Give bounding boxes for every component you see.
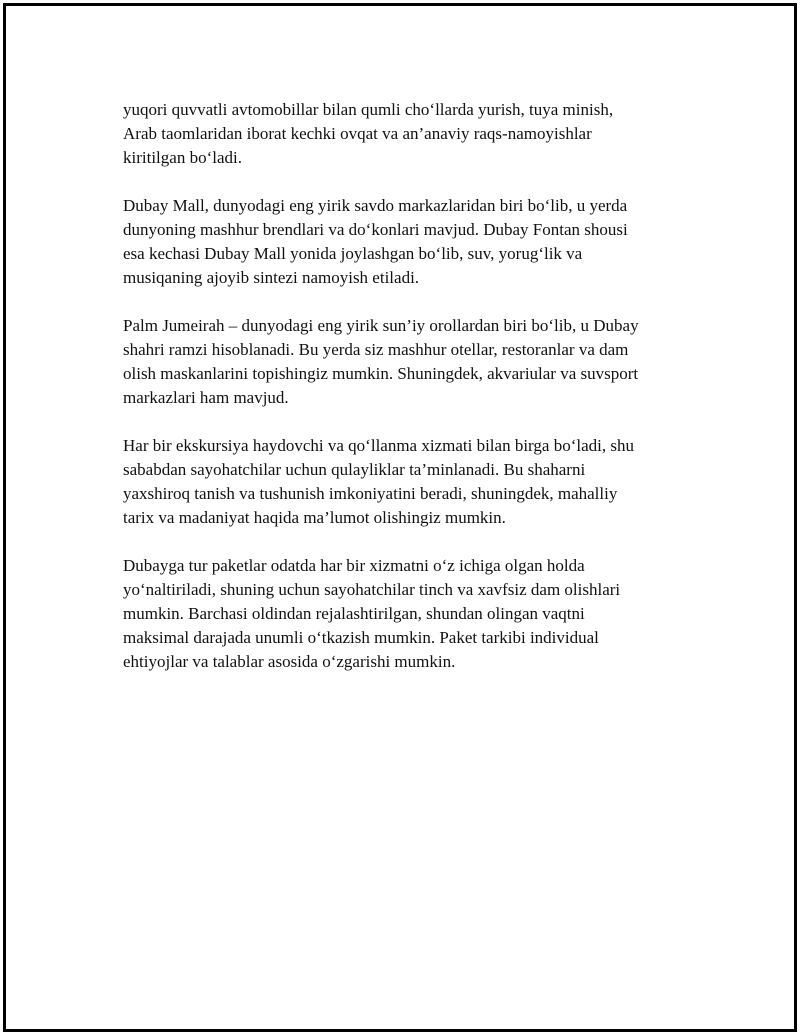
paragraph-excursions	[123, 434, 683, 530]
document-body	[123, 98, 683, 698]
text-line: yaxshiroq tanish va tushunish imkoniyatini beradi, shuningdek, mahalliy	[123, 484, 618, 503]
text-line: esa kechasi Dubay Mall yonida joylashgan bo‘lib, suv, yorug‘lik va	[123, 244, 583, 263]
text-line: Har bir ekskursiya haydovchi va qo‘llanma xizmati bilan birga bo‘ladi, shu	[123, 436, 634, 455]
text-line: dunyoning mashhur brendlari va do‘konlari mavjud. Dubay Fontan shousi	[123, 220, 628, 239]
text-line: ehtiyojlar va talablar asosida o‘zgarishi mumkin.	[123, 652, 456, 671]
text-line: Dubay Mall, dunyodagi eng yirik savdo markazlaridan biri bo‘lib, u yerda	[123, 196, 628, 215]
text-line: Dubayga tur paketlar odatda har bir xizmatni o‘z ichiga olgan holda	[123, 556, 585, 575]
text-line: musiqaning ajoyib sintezi namoyish etiladi.	[123, 268, 420, 287]
page-border	[3, 3, 797, 1032]
text-line: mumkin. Barchasi oldindan rejalashtirilgan, shundan olingan vaqtni	[123, 604, 585, 623]
text-line: yuqori quvvatli avtomobillar bilan qumli cho‘llarda yurish, tuya minish,	[123, 100, 614, 119]
text-line: kiritilgan bo‘ladi.	[123, 148, 242, 167]
paragraph-dubai-mall	[123, 194, 683, 290]
text-line: sababdan sayohatchilar uchun qulayliklar ta’minlanadi. Bu shaharni	[123, 460, 586, 479]
text-line: shahri ramzi hisoblanadi. Bu yerda siz mashhur otellar, restoranlar va dam	[123, 340, 629, 359]
text-line: yo‘naltiriladi, shuning uchun sayohatchilar tinch va xavfsiz dam olishlari	[123, 580, 621, 599]
text-line: tarix va madaniyat haqida ma’lumot olishingiz mumkin.	[123, 508, 506, 527]
text-line: Arab taomlaridan iborat kechki ovqat va an’anaviy raqs-namoyishlar	[123, 124, 592, 143]
paragraph-palm-jumeirah	[123, 314, 683, 410]
text-line: markazlari ham mavjud.	[123, 388, 289, 407]
paragraph-tour-packages	[123, 554, 683, 674]
paragraph-desert-safari	[123, 98, 683, 170]
text-line: maksimal darajada unumli o‘tkazish mumkin. Paket tarkibi individual	[123, 628, 599, 647]
text-line: Palm Jumeirah – dunyodagi eng yirik sun’iy orollardan biri bo‘lib, u Dubay	[123, 316, 639, 335]
text-line: olish maskanlarini topishingiz mumkin. Shuningdek, akvariular va suvsport	[123, 364, 639, 383]
